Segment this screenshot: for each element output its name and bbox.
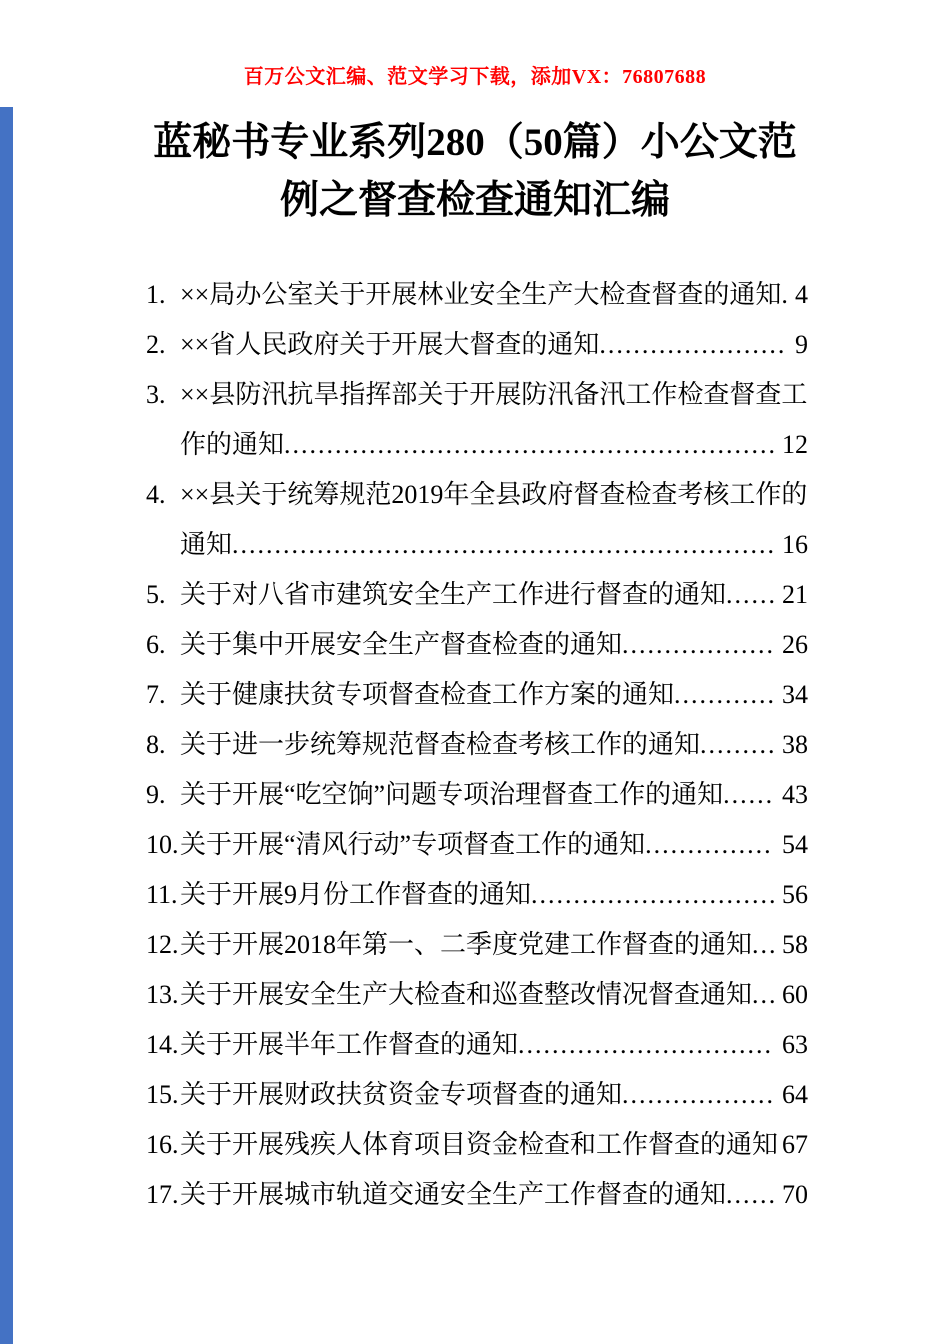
- toc-leader-dots: ..................: [622, 630, 776, 659]
- toc-entry-number: 12.: [146, 930, 179, 959]
- toc-entry-page[interactable]: 58: [782, 930, 808, 959]
- toc-entry-title[interactable]: 关于开展2018年第一、二季度党建工作督查的通知: [180, 930, 753, 959]
- toc-entry-title[interactable]: 关于开展城市轨道交通安全生产工作督查的通知: [180, 1180, 727, 1209]
- toc-leader-dots: ..............................: [518, 1030, 774, 1059]
- toc-entry[interactable]: [146, 970, 808, 1020]
- toc-entry[interactable]: [146, 1020, 808, 1070]
- toc-entry-number: 1.: [146, 280, 166, 309]
- toc-entry-number: 8.: [146, 730, 166, 759]
- toc-entry-page[interactable]: 70: [782, 1180, 808, 1209]
- toc-entry-page[interactable]: 9: [795, 330, 808, 359]
- toc-leader-dots: ......: [723, 780, 775, 809]
- toc-entry-title[interactable]: 关于进一步统筹规范督查检查考核工作的通知: [180, 730, 701, 759]
- toc-entry-title[interactable]: ××县关于统筹规范2019年全县政府督查检查考核工作的通知: [180, 480, 808, 559]
- toc-entry-title[interactable]: 关于开展安全生产大检查和巡查整改情况督查通知: [180, 980, 753, 1009]
- toc-entry-number: 6.: [146, 630, 166, 659]
- toc-entry-title[interactable]: ××局办公室关于开展林业安全生产大检查督查的通知: [180, 280, 782, 309]
- toc-entry-title[interactable]: 关于开展半年工作督查的通知: [180, 1030, 519, 1059]
- toc-entry[interactable]: [146, 670, 808, 720]
- toc-entry-title[interactable]: 关于开展“吃空饷”问题专项治理督查工作的通知: [180, 780, 724, 809]
- toc-leader-dots: ......................: [599, 330, 787, 359]
- toc-entry-number: 3.: [146, 380, 166, 409]
- toc-leader-dots: ...: [752, 930, 778, 959]
- toc-entry[interactable]: [146, 1070, 808, 1120]
- toc-entry[interactable]: [146, 470, 808, 570]
- toc-entry-page[interactable]: 56: [782, 880, 808, 909]
- toc-entry-number: 10.: [146, 830, 179, 859]
- toc-entry-number: 14.: [146, 1030, 179, 1059]
- toc-entry-page[interactable]: 60: [782, 980, 808, 1009]
- toc-entry-number: 2.: [146, 330, 166, 359]
- toc-entry-page[interactable]: 16: [782, 530, 808, 559]
- toc-leader-dots: ...: [752, 980, 778, 1009]
- toc-entry-title[interactable]: 关于开展残疾人体育项目资金检查和工作督查的通知: [180, 1130, 779, 1159]
- toc-leader-dots: .............................: [531, 880, 778, 909]
- toc-entry[interactable]: [146, 1170, 808, 1220]
- toc-entry-page[interactable]: 38: [782, 730, 808, 759]
- toc-entry[interactable]: [146, 270, 808, 320]
- toc-entry[interactable]: [146, 320, 808, 370]
- toc-entry[interactable]: [146, 370, 808, 470]
- toc-entry-page[interactable]: 63: [782, 1030, 808, 1059]
- toc-entry-title[interactable]: 关于开展9月份工作督查的通知: [180, 880, 532, 909]
- toc-leader-dots: .........: [700, 730, 777, 759]
- toc-entry-title[interactable]: ××县防汛抗旱指挥部关于开展防汛备汛工作检查督查工作的通知: [180, 380, 808, 459]
- toc: [146, 270, 808, 1220]
- toc-entry-title[interactable]: ××省人民政府关于开展大督查的通知: [180, 330, 600, 359]
- toc-leader-dots: ................................................................: [232, 530, 777, 559]
- toc-entry[interactable]: [146, 720, 808, 770]
- toc-entry-page[interactable]: 4: [795, 280, 808, 309]
- toc-entry[interactable]: [146, 1120, 808, 1170]
- toc-leader-dots: ...............: [645, 830, 773, 859]
- toc-entry-page[interactable]: 43: [782, 780, 808, 809]
- toc-leader-dots: ......: [726, 580, 778, 609]
- toc-leader-dots: ..................: [622, 1080, 776, 1109]
- toc-entry[interactable]: [146, 820, 808, 870]
- toc-entry-title[interactable]: 关于集中开展安全生产督查检查的通知: [180, 630, 623, 659]
- toc-entry-number: 5.: [146, 580, 166, 609]
- toc-entry-number: 11.: [146, 880, 178, 909]
- toc-entry-page[interactable]: 26: [782, 630, 808, 659]
- toc-entry-page[interactable]: 21: [782, 580, 808, 609]
- toc-entry-page[interactable]: 64: [782, 1080, 808, 1109]
- toc-entry[interactable]: [146, 570, 808, 620]
- toc-leader-dots: ......: [726, 1180, 778, 1209]
- toc-entry-title[interactable]: 关于开展“清风行动”专项督查工作的通知: [180, 830, 646, 859]
- document-title: 蓝秘书专业系列280（50篇）小公文范例之督查检查通知汇编: [153, 121, 797, 222]
- toc-leader-dots: ............: [674, 680, 777, 709]
- toc-entry-number: 13.: [146, 980, 179, 1009]
- toc-entry-number: 16.: [146, 1130, 179, 1159]
- toc-entry-title[interactable]: 关于对八省市建筑安全生产工作进行督查的通知: [180, 580, 727, 609]
- toc-entry-number: 15.: [146, 1080, 179, 1109]
- toc-entry[interactable]: [146, 620, 808, 670]
- toc-entry-number: 4.: [146, 480, 166, 509]
- left-accent-bar: [0, 107, 13, 1344]
- toc-entry-page[interactable]: 54: [782, 830, 808, 859]
- toc-entry-title[interactable]: 关于开展财政扶贫资金专项督查的通知: [180, 1080, 623, 1109]
- toc-entry-title[interactable]: 关于健康扶贫专项督查检查工作方案的通知: [180, 680, 675, 709]
- toc-entry[interactable]: [146, 870, 808, 920]
- promo-banner: 百万公文汇编、范文学习下载，添加VX：76807688: [243, 66, 707, 88]
- toc-entry-page[interactable]: 12: [782, 430, 808, 459]
- toc-leader-dots: .: [781, 280, 790, 309]
- toc-entry-number: 7.: [146, 680, 166, 709]
- toc-entry-page[interactable]: 67: [782, 1130, 808, 1159]
- toc-entry-number: 17.: [146, 1180, 179, 1209]
- toc-entry[interactable]: [146, 770, 808, 820]
- toc-entry[interactable]: [146, 920, 808, 970]
- toc-entry-number: 9.: [146, 780, 166, 809]
- toc-entry-page[interactable]: 34: [782, 680, 808, 709]
- toc-leader-dots: ..........................................................: [284, 430, 778, 459]
